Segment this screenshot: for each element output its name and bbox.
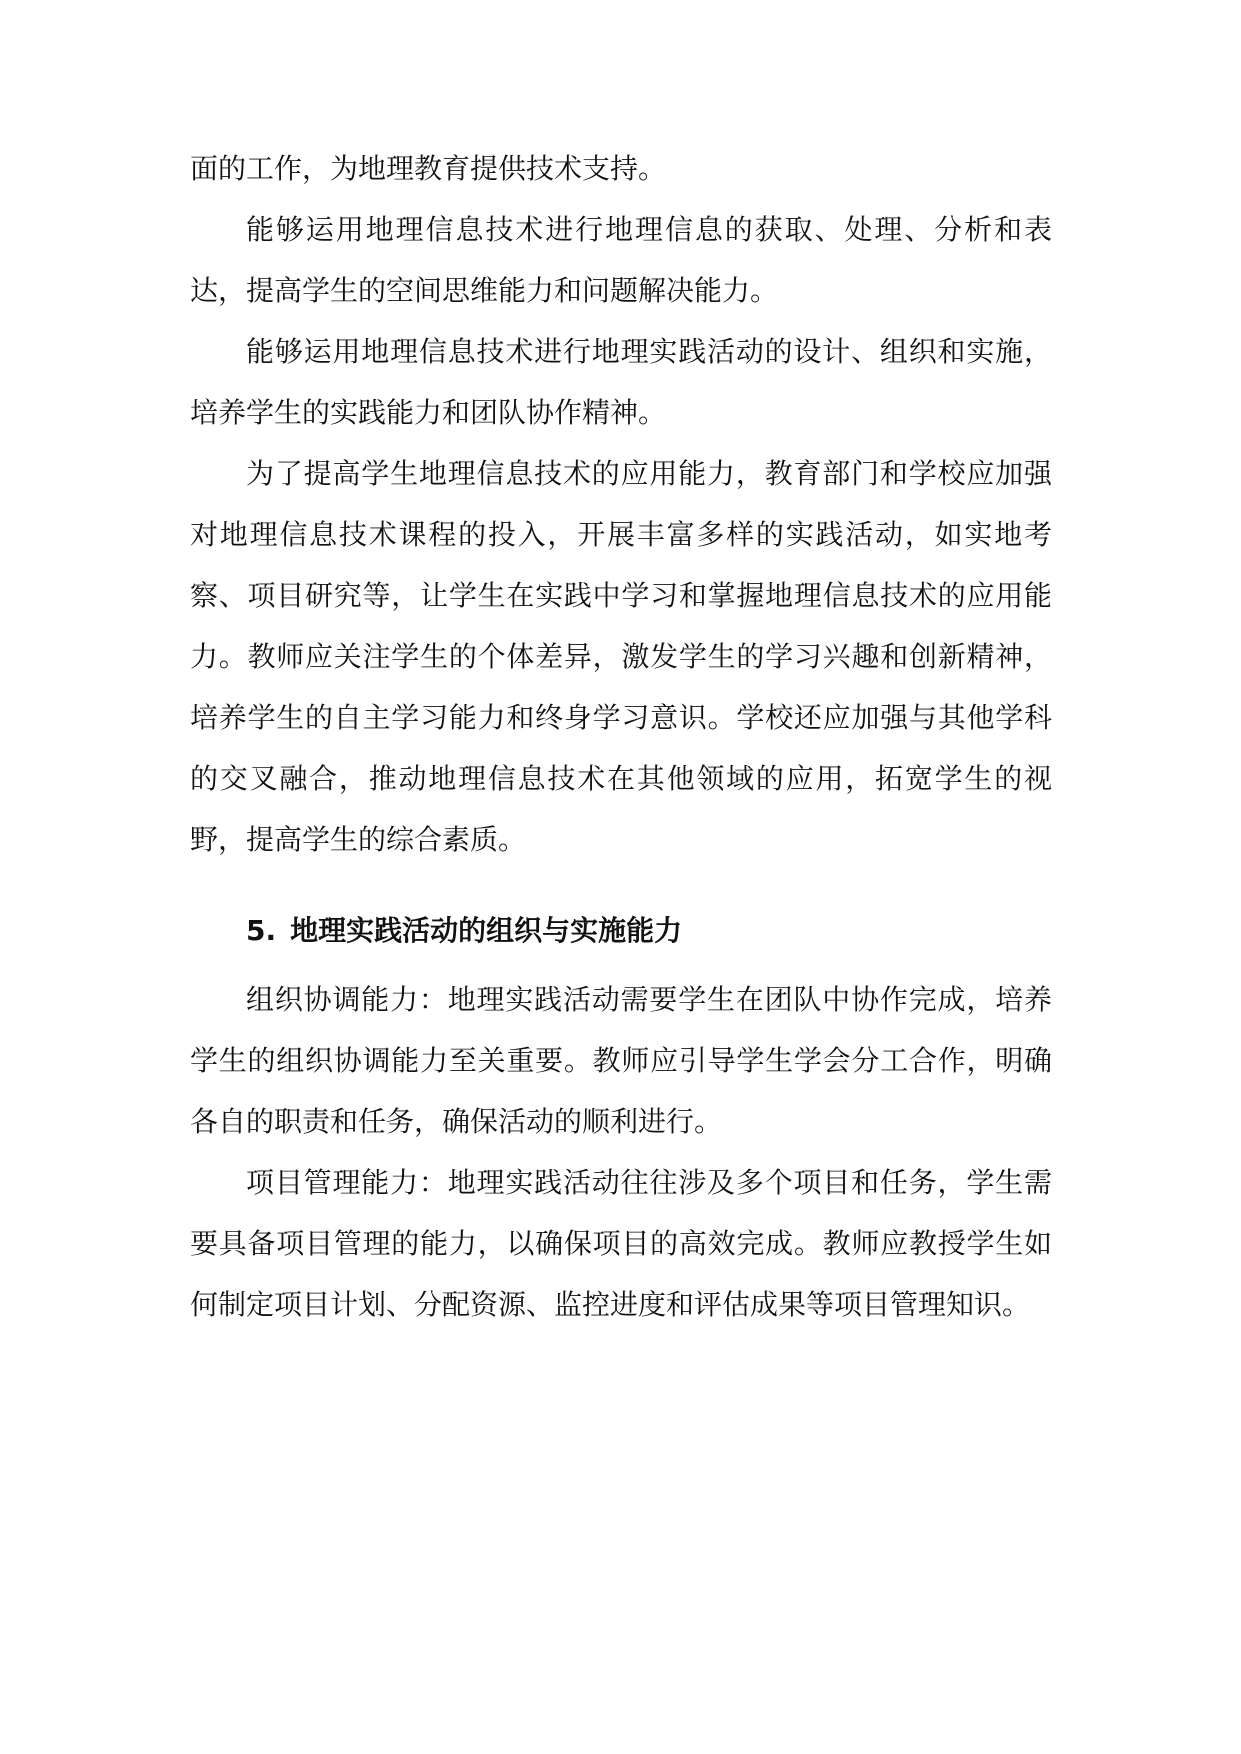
paragraph-improvement: 为了提高学生地理信息技术的应用能力，教育部门和学校应加强对地理信息技术课程的投入，开展丰富多样的实践活动，如实地考察、项目研究等，让学生在实践中学习和掌握地理信息技术的应用能力。教师应关注学生的个体差异，激发学生的学习兴趣和创新精神，培养学生的自主学习能力和终身学习意识。学校还应加强与其他学科的交叉融合，推动地理信息技术在其他领域的应用，拓宽学生的视野，提高学生的综合素质。 [190,457,1052,856]
paragraph-coordination: 组织协调能力：地理实践活动需要学生在团队中协作完成，培养学生的组织协调能力至关重要。教师应引导学生学会分工合作，明确各自的职责和任务，确保活动的顺利进行。 [190,983,1052,1138]
document-body [190,138,1052,1335]
section-number: 5. [246,914,277,947]
paragraph-gis-analysis: 能够运用地理信息技术进行地理信息的获取、处理、分析和表达，提高学生的空间思维能力和问题解决能力。 [190,213,1052,307]
section-heading [190,900,1052,961]
paragraph-project-management: 项目管理能力：地理实践活动往往涉及多个项目和任务，学生需要具备项目管理的能力，以确保项目的高效完成。教师应教授学生如何制定项目计划、分配资源、监控进度和评估成果等项目管理知识。 [190,1166,1052,1321]
paragraph-gis-practice: 能够运用地理信息技术进行地理实践活动的设计、组织和实施，培养学生的实践能力和团队协作精神。 [190,335,1052,429]
paragraph-continued: 面的工作，为地理教育提供技术支持。 [190,152,667,185]
section-title: 地理实践活动的组织与实施能力 [290,914,683,947]
